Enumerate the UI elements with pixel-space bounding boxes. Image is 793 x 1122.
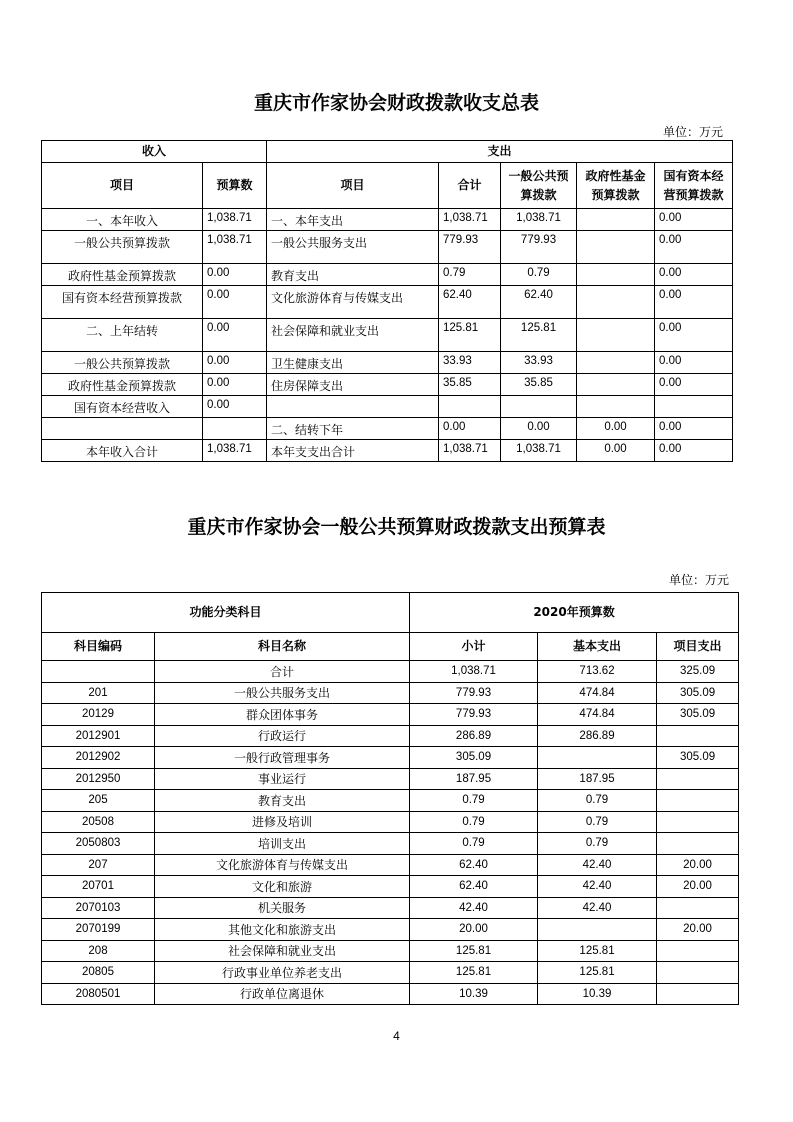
project-cell xyxy=(657,962,739,984)
expense-item-cell: 一、本年支出 xyxy=(267,209,439,231)
budget-2020-header: 2020年预算数 xyxy=(410,593,739,633)
code-cell: 20701 xyxy=(42,876,155,898)
basic-cell: 42.40 xyxy=(538,876,657,898)
basic-cell: 713.62 xyxy=(538,661,657,683)
name-cell: 教育支出 xyxy=(155,790,410,812)
subtotal-header: 小计 xyxy=(410,633,538,661)
budget-row xyxy=(42,983,739,1005)
name-cell: 行政单位离退休 xyxy=(155,983,410,1005)
table2-unit: 单位：万元 xyxy=(668,573,729,587)
budget-row xyxy=(42,919,739,941)
expense-item-cell: 本年支支出合计 xyxy=(267,440,439,462)
code-cell: 2012902 xyxy=(42,747,155,769)
general-budget-cell xyxy=(501,396,577,418)
basic-cell: 0.79 xyxy=(538,833,657,855)
gov-fund-cell xyxy=(577,231,655,264)
total-cell: 1,038.71 xyxy=(439,440,501,462)
gov-fund-cell xyxy=(577,352,655,374)
name-cell: 文化和旅游 xyxy=(155,876,410,898)
code-cell: 2070199 xyxy=(42,919,155,941)
general-budget-expense-table xyxy=(41,592,739,1005)
name-cell: 事业运行 xyxy=(155,768,410,790)
income-value-cell: 0.00 xyxy=(203,396,267,418)
table2-title: 重庆市作家协会一般公共预算财政拨款支出预算表 xyxy=(187,516,606,538)
budget-row xyxy=(42,725,739,747)
expense-item-cell: 卫生健康支出 xyxy=(267,352,439,374)
income-value-cell: 0.00 xyxy=(203,374,267,396)
basic-cell: 125.81 xyxy=(538,940,657,962)
income-item-cell: 政府性基金预算拨款 xyxy=(42,264,203,286)
income-value-cell xyxy=(203,418,267,440)
code-header: 科目编码 xyxy=(42,633,155,661)
income-item-cell: 二、上年结转 xyxy=(42,319,203,352)
name-cell: 培训支出 xyxy=(155,833,410,855)
subtotal-cell: 20.00 xyxy=(410,919,538,941)
code-cell: 2012901 xyxy=(42,725,155,747)
general-budget-cell: 1,038.71 xyxy=(501,440,577,462)
gov-fund-cell: 0.00 xyxy=(577,418,655,440)
gov-fund-cell xyxy=(577,209,655,231)
budget-row xyxy=(42,897,739,919)
name-cell: 群众团体事务 xyxy=(155,704,410,726)
state-capital-cell: 0.00 xyxy=(655,319,733,352)
summary-row xyxy=(42,396,733,418)
budget-row xyxy=(42,854,739,876)
state-capital-cell: 0.00 xyxy=(655,286,733,319)
project-cell xyxy=(657,940,739,962)
subtotal-cell: 779.93 xyxy=(410,682,538,704)
gov-fund-cell xyxy=(577,396,655,418)
subtotal-cell: 779.93 xyxy=(410,704,538,726)
summary-row xyxy=(42,352,733,374)
income-value-cell: 1,038.71 xyxy=(203,209,267,231)
project-cell: 305.09 xyxy=(657,704,739,726)
income-header: 收入 xyxy=(42,141,267,163)
gov-fund-cell xyxy=(577,286,655,319)
name-cell: 社会保障和就业支出 xyxy=(155,940,410,962)
summary-row xyxy=(42,286,733,319)
subtotal-cell: 305.09 xyxy=(410,747,538,769)
state-capital-cell: 0.00 xyxy=(655,418,733,440)
state-capital-cell: 0.00 xyxy=(655,440,733,462)
project-cell: 305.09 xyxy=(657,682,739,704)
income-item-cell: 国有资本经营收入 xyxy=(42,396,203,418)
summary-row xyxy=(42,319,733,352)
budget-row xyxy=(42,811,739,833)
subtotal-cell: 1,038.71 xyxy=(410,661,538,683)
basic-cell: 42.40 xyxy=(538,897,657,919)
project-cell: 20.00 xyxy=(657,919,739,941)
general-budget-cell: 125.81 xyxy=(501,319,577,352)
project-cell xyxy=(657,897,739,919)
income-item-cell: 本年收入合计 xyxy=(42,440,203,462)
gov-fund-cell xyxy=(577,319,655,352)
gov-fund-cell xyxy=(577,374,655,396)
code-cell: 2070103 xyxy=(42,897,155,919)
income-item-cell: 一、本年收入 xyxy=(42,209,203,231)
project-cell: 20.00 xyxy=(657,876,739,898)
name-cell: 文化旅游体育与传媒支出 xyxy=(155,854,410,876)
summary-row xyxy=(42,231,733,264)
total-cell: 62.40 xyxy=(439,286,501,319)
code-cell: 2080501 xyxy=(42,983,155,1005)
summary-row xyxy=(42,209,733,231)
budget-row xyxy=(42,747,739,769)
total-cell: 0.00 xyxy=(439,418,501,440)
income-item-cell: 一般公共预算拨款 xyxy=(42,231,203,264)
total-cell: 125.81 xyxy=(439,319,501,352)
general-budget-cell: 0.00 xyxy=(501,418,577,440)
name-header: 科目名称 xyxy=(155,633,410,661)
function-class-header: 功能分类科目 xyxy=(42,593,410,633)
name-cell: 行政事业单位养老支出 xyxy=(155,962,410,984)
basic-header: 基本支出 xyxy=(538,633,657,661)
income-item-header: 项目 xyxy=(42,163,203,209)
table1-unit: 单位：万元 xyxy=(662,125,723,139)
total-cell: 35.85 xyxy=(439,374,501,396)
budget-row xyxy=(42,790,739,812)
code-cell: 201 xyxy=(42,682,155,704)
code-cell: 20508 xyxy=(42,811,155,833)
income-item-cell: 一般公共预算拨款 xyxy=(42,352,203,374)
code-cell: 208 xyxy=(42,940,155,962)
budget-row xyxy=(42,940,739,962)
project-cell: 305.09 xyxy=(657,747,739,769)
code-cell: 20129 xyxy=(42,704,155,726)
income-value-cell: 1,038.71 xyxy=(203,440,267,462)
project-cell: 20.00 xyxy=(657,854,739,876)
general-budget-cell: 0.79 xyxy=(501,264,577,286)
general-budget-cell: 62.40 xyxy=(501,286,577,319)
subtotal-cell: 62.40 xyxy=(410,854,538,876)
gov-fund-cell xyxy=(577,264,655,286)
expense-item-cell: 文化旅游体育与传媒支出 xyxy=(267,286,439,319)
income-value-cell: 0.00 xyxy=(203,264,267,286)
subtotal-cell: 42.40 xyxy=(410,897,538,919)
code-cell: 207 xyxy=(42,854,155,876)
name-cell: 一般公共服务支出 xyxy=(155,682,410,704)
total-cell: 779.93 xyxy=(439,231,501,264)
basic-cell: 0.79 xyxy=(538,811,657,833)
subtotal-cell: 10.39 xyxy=(410,983,538,1005)
budget-row xyxy=(42,768,739,790)
basic-cell xyxy=(538,747,657,769)
income-value-cell: 0.00 xyxy=(203,352,267,374)
page-number: 4 xyxy=(393,1029,400,1043)
basic-cell xyxy=(538,919,657,941)
expense-item-cell: 教育支出 xyxy=(267,264,439,286)
name-cell: 一般行政管理事务 xyxy=(155,747,410,769)
basic-cell: 125.81 xyxy=(538,962,657,984)
expense-header: 支出 xyxy=(267,141,733,163)
expense-item-cell: 一般公共服务支出 xyxy=(267,231,439,264)
summary-row xyxy=(42,440,733,462)
income-item-cell: 国有资本经营预算拨款 xyxy=(42,286,203,319)
state-capital-cell: 0.00 xyxy=(655,352,733,374)
general-budget-cell: 779.93 xyxy=(501,231,577,264)
project-cell xyxy=(657,833,739,855)
expense-item-cell xyxy=(267,396,439,418)
code-cell: 205 xyxy=(42,790,155,812)
subtotal-cell: 62.40 xyxy=(410,876,538,898)
summary-row xyxy=(42,418,733,440)
expense-item-cell: 二、结转下年 xyxy=(267,418,439,440)
project-cell: 325.09 xyxy=(657,661,739,683)
total-cell: 1,038.71 xyxy=(439,209,501,231)
budget-row xyxy=(42,661,739,683)
subtotal-cell: 0.79 xyxy=(410,811,538,833)
general-budget-cell: 1,038.71 xyxy=(501,209,577,231)
state-capital-header: 国有资本经营预算拨款 xyxy=(655,163,733,209)
name-cell: 行政运行 xyxy=(155,725,410,747)
budget-row xyxy=(42,833,739,855)
project-cell xyxy=(657,983,739,1005)
subtotal-cell: 0.79 xyxy=(410,833,538,855)
income-item-cell: 政府性基金预算拨款 xyxy=(42,374,203,396)
state-capital-cell: 0.00 xyxy=(655,209,733,231)
expense-item-header: 项目 xyxy=(267,163,439,209)
gov-fund-cell: 0.00 xyxy=(577,440,655,462)
basic-cell: 286.89 xyxy=(538,725,657,747)
table1-title: 重庆市作家协会财政拨款收支总表 xyxy=(253,92,539,114)
general-budget-cell: 35.85 xyxy=(501,374,577,396)
subtotal-cell: 286.89 xyxy=(410,725,538,747)
code-cell: 2012950 xyxy=(42,768,155,790)
income-expense-summary-table xyxy=(41,140,733,462)
budget-row xyxy=(42,704,739,726)
total-cell: 0.79 xyxy=(439,264,501,286)
code-cell: 20805 xyxy=(42,962,155,984)
budget-row xyxy=(42,962,739,984)
project-cell xyxy=(657,811,739,833)
gov-fund-header: 政府性基金预算拨款 xyxy=(577,163,655,209)
total-cell: 33.93 xyxy=(439,352,501,374)
name-cell: 进修及培训 xyxy=(155,811,410,833)
subtotal-cell: 125.81 xyxy=(410,962,538,984)
state-capital-cell: 0.00 xyxy=(655,231,733,264)
budget-row xyxy=(42,682,739,704)
budget-row xyxy=(42,876,739,898)
income-budget-header: 预算数 xyxy=(203,163,267,209)
total-cell xyxy=(439,396,501,418)
subtotal-cell: 0.79 xyxy=(410,790,538,812)
expense-item-cell: 社会保障和就业支出 xyxy=(267,319,439,352)
code-cell: 2050803 xyxy=(42,833,155,855)
project-cell xyxy=(657,725,739,747)
income-value-cell: 0.00 xyxy=(203,286,267,319)
expense-item-cell: 住房保障支出 xyxy=(267,374,439,396)
name-cell: 合计 xyxy=(155,661,410,683)
total-header: 合计 xyxy=(439,163,501,209)
basic-cell: 0.79 xyxy=(538,790,657,812)
general-budget-header: 一般公共预算拨款 xyxy=(501,163,577,209)
income-value-cell: 0.00 xyxy=(203,319,267,352)
summary-row xyxy=(42,374,733,396)
name-cell: 其他文化和旅游支出 xyxy=(155,919,410,941)
income-value-cell: 1,038.71 xyxy=(203,231,267,264)
subtotal-cell: 125.81 xyxy=(410,940,538,962)
summary-row xyxy=(42,264,733,286)
name-cell: 机关服务 xyxy=(155,897,410,919)
state-capital-cell: 0.00 xyxy=(655,374,733,396)
state-capital-cell xyxy=(655,396,733,418)
subtotal-cell: 187.95 xyxy=(410,768,538,790)
basic-cell: 42.40 xyxy=(538,854,657,876)
income-item-cell xyxy=(42,418,203,440)
basic-cell: 474.84 xyxy=(538,682,657,704)
basic-cell: 474.84 xyxy=(538,704,657,726)
basic-cell: 10.39 xyxy=(538,983,657,1005)
basic-cell: 187.95 xyxy=(538,768,657,790)
project-cell xyxy=(657,768,739,790)
code-cell xyxy=(42,661,155,683)
state-capital-cell: 0.00 xyxy=(655,264,733,286)
project-header: 项目支出 xyxy=(657,633,739,661)
project-cell xyxy=(657,790,739,812)
general-budget-cell: 33.93 xyxy=(501,352,577,374)
